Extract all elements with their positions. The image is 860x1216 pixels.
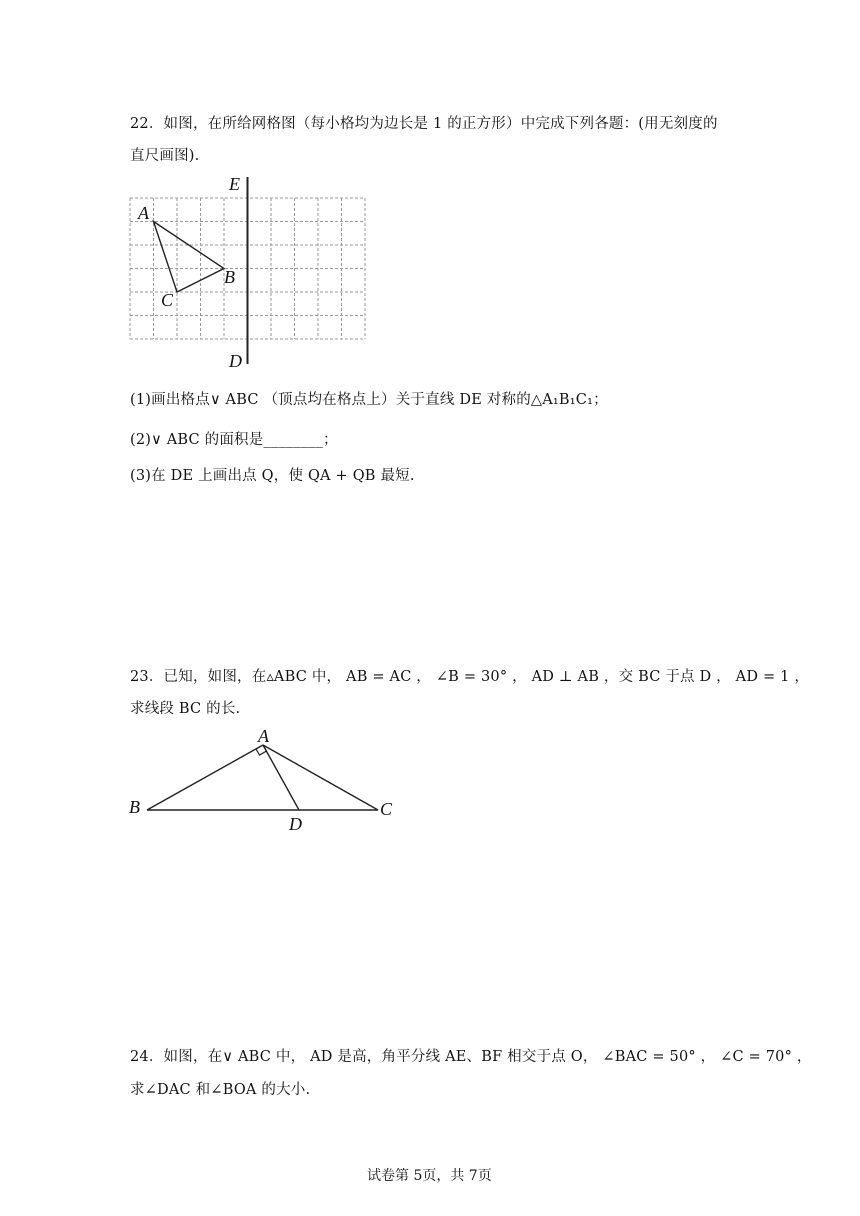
- q23-label-d: D: [289, 814, 302, 834]
- q23-label-a: A: [258, 726, 269, 746]
- q23-stem-line1: 23．已知，如图，在▵ABC 中， AB = AC ， ∠B = 30° ， AD ⊥ AB ，交 BC 于点 D ， AD = 1 ，: [130, 669, 810, 685]
- q22-label-a: A: [138, 203, 149, 223]
- q22-stem-line2: 直尺画图).: [130, 148, 200, 164]
- q22-label-c: C: [161, 290, 174, 310]
- q24-stem-line2: 求∠DAC 和∠BOA 的大小.: [130, 1082, 311, 1098]
- q23-label-c: C: [380, 799, 393, 819]
- q23-triangle-figure: [147, 745, 378, 810]
- q23-label-b: B: [129, 797, 140, 817]
- q22-stem-line1: 22．如图，在所给网格图（每小格均为边长是 1 的正方形）中完成下列各题：(用无刻度的: [130, 116, 718, 132]
- q22-triangle-abc: [154, 222, 225, 293]
- q22-label-d: D: [229, 351, 242, 371]
- q24-stem-line1: 24．如图，在∨ ABC 中， AD 是高，角平分线 AE、BF 相交于点 O， ∠BAC = 50° ， ∠C = 70° ，: [130, 1049, 812, 1065]
- q22-part2: (2)∨ ABC 的面积是________；: [130, 432, 338, 448]
- q22-grid: [130, 198, 365, 339]
- q22-part1: (1)画出格点∨ ABC （顶点均在格点上）关于直线 DE 对称的△A₁B₁C₁；: [130, 392, 608, 408]
- page-footer: 试卷第 5页，共 7页: [367, 1168, 492, 1184]
- q23-stem-line2: 求线段 BC 的长.: [130, 701, 241, 717]
- q22-part3: (3)在 DE 上画出点 Q，使 QA + QB 最短.: [130, 468, 415, 484]
- q22-label-e: E: [229, 174, 240, 194]
- q22-label-b: B: [224, 267, 235, 287]
